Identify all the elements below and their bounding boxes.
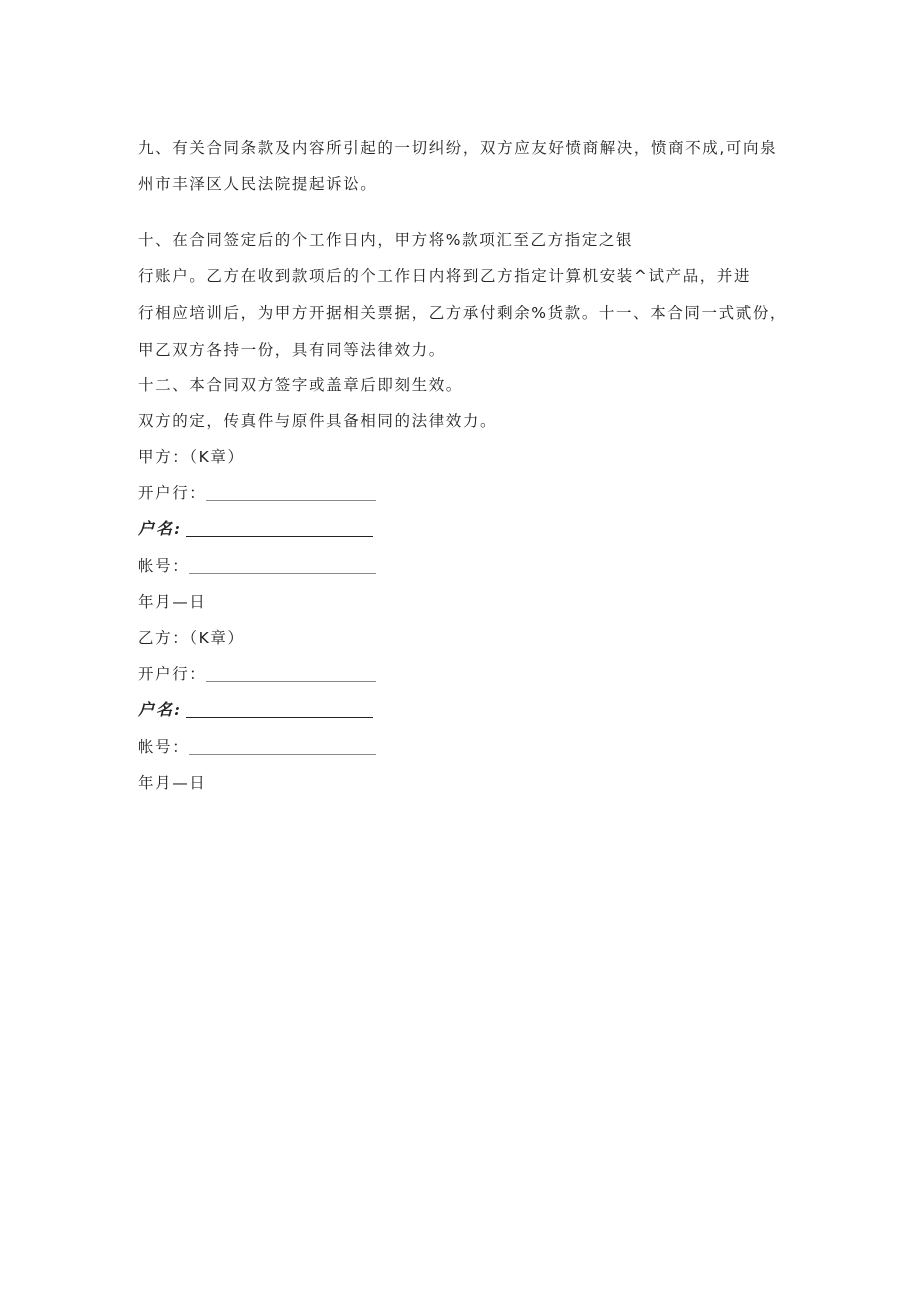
party-a-bank-label: 开户行： <box>138 484 207 502</box>
party-b-bank-label: 开户行： <box>138 665 207 683</box>
party-a-account-label: 帐号： <box>138 557 190 575</box>
party-b-name-field <box>138 700 373 720</box>
party-b-title: 乙方：（K章） <box>138 629 245 647</box>
party-a-name-blank <box>186 536 373 537</box>
party-a-bank-blank <box>206 500 376 501</box>
party-a-title: 甲方：（K章） <box>138 448 245 466</box>
party-a-account-blank <box>189 573 376 574</box>
clause-10-line-2: 行账户。乙方在收到款项后的个工作日内将到乙方指定计算机安装^试产品，并进 <box>138 267 752 285</box>
clause-10-line-4: 甲乙双方各持一份，具有同等法律效力。 <box>138 341 446 359</box>
clause-10-line-3: 行相应培训后，为甲方开据相关票据，乙方承付剩余%货款。十一、本合同一式贰份， <box>138 304 788 322</box>
party-b-bank-field <box>138 664 376 684</box>
party-b-account-field <box>138 737 376 757</box>
party-a-account-field <box>138 556 376 576</box>
party-a-name-field <box>138 519 373 539</box>
party-a-date: 年月—日 <box>138 593 207 611</box>
party-b-name-blank <box>186 717 373 718</box>
party-a-name-label: 户名: <box>138 519 182 538</box>
party-b-date: 年月—日 <box>138 774 207 792</box>
clause-9-line-2: 州市丰泽区人民法院提起诉讼。 <box>138 175 378 193</box>
party-a-bank-field <box>138 483 376 503</box>
party-b-bank-blank <box>206 681 376 682</box>
party-b-account-blank <box>189 754 376 755</box>
party-b-account-label: 帐号： <box>138 738 190 756</box>
clause-9-line-1: 九、有关合同条款及内容所引起的一切纠纷，双方应友好愤商解决，愤商不成,可向泉 <box>138 139 778 157</box>
clause-10-line-1: 十、在合同签定后的个工作日内，甲方将%款项汇至乙方指定之银 <box>138 231 634 249</box>
clause-12-line-2: 双方的定，传真件与原件具备相同的法律效力。 <box>138 412 498 430</box>
party-b-name-label: 户名: <box>138 700 182 719</box>
clause-12-line-1: 十二、本合同双方签字或盖章后即刻生效。 <box>138 376 463 394</box>
